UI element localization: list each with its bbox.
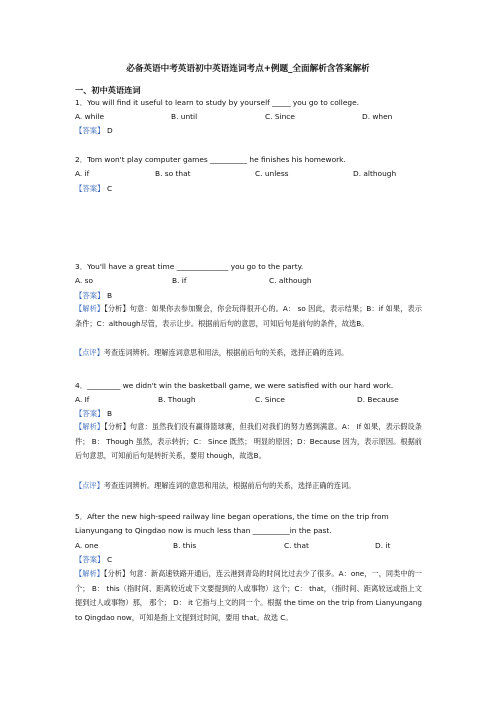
option-b: B. until xyxy=(171,112,198,121)
option-d: D. when xyxy=(362,112,393,121)
option-a: A. while xyxy=(75,112,105,121)
question-5-line-2: Lianyungang to Qingdao now is much less than __________in the past. xyxy=(75,526,332,535)
option-b: B. if xyxy=(172,276,187,285)
analysis-3: 【解析】【分析】句意：如果你去参加聚会，你会玩得很开心的。A： so 因此，表示结果；B：if 如果，表示条件；C：although尽管，表示让步。根据前后句的意思，可知后句是前句的条件，故选B。 xyxy=(75,304,422,328)
option-a: A. so xyxy=(75,276,93,285)
question-2: 2．Tom won't play computer games __________ he finishes his homework. xyxy=(75,155,346,164)
option-d: D. although xyxy=(353,169,397,178)
option-b: B. so that xyxy=(155,169,191,178)
option-b: B. this xyxy=(173,541,197,550)
option-c: C. Since xyxy=(255,395,285,404)
comment-3: 【点评】考查连词辨析。理解连词意思和用法，根据前后句的关系，选择正确的连词。 xyxy=(75,348,349,357)
option-d: D. Because xyxy=(357,395,399,404)
question-2-options xyxy=(75,169,435,179)
analysis-5: 【解析】【分析】句意：新高速铁路开通后，连云港到青岛的时间比过去少了很多。A：one，一，同类中的一个； B： this（指时间、距离较近或下文要提到的人或事物）这个；C： that，（指时间、距离较远或指上文提到过人或事物）那， 那个； D： it 它指与上文的同一个。根据 the time on the trip from Lianyungang to Qingdao now，可知是指上文提到过时间，要用 that。故选 C。 xyxy=(75,569,422,622)
option-c: C. unless xyxy=(255,169,289,178)
option-c: C. that xyxy=(284,541,309,550)
comment-4: 【点评】考查连词辨析。理解连词的意思和用法，根据前后句的关系，选择正确的连词。 xyxy=(75,481,356,490)
question-1-options xyxy=(75,112,435,122)
question-1: 1．You will find it useful to learn to study by yourself _____ you go to college. xyxy=(75,98,359,107)
question-3-options xyxy=(75,276,435,286)
document-title: 必备英语中考英语初中英语连词考点+例题_全面解析含答案解析 xyxy=(126,64,370,74)
section-heading: 一、初中英语连词 xyxy=(75,85,141,95)
question-5-line-1: 5．After the new high-speed railway line began operations, the time on the trip from xyxy=(75,512,389,521)
question-5-options xyxy=(75,541,435,551)
option-d: D. it xyxy=(375,541,391,550)
question-4: 4．_________ we didn't win the basketball game, we were satisfied with our hard work. xyxy=(75,381,394,390)
answer-5: 【答案】 C xyxy=(75,555,113,564)
answer-4: 【答案】 B xyxy=(75,409,113,418)
option-a: A. If xyxy=(75,395,90,404)
option-c: C. although xyxy=(269,276,312,285)
option-c: C. Since xyxy=(265,112,295,121)
analysis-4: 【解析】【分析】句意：虽然我们没有赢得篮球赛，但我们对我们的努力感到满意。A： If 如果，表示假设条件； B： Though 虽然，表示转折；C： Since 既然； 明显的原因；D：Because 因为，表示原因。根据前后句意思，可知前后句是转折关系，要用 though，故选B。 xyxy=(75,422,422,460)
option-b: B. Though xyxy=(158,395,196,404)
option-a: A. if xyxy=(75,169,90,178)
answer-1: 【答案】 D xyxy=(75,126,113,135)
answer-3: 【答案】 B xyxy=(75,291,113,300)
option-a: A. one xyxy=(75,541,99,550)
question-4-options xyxy=(75,395,435,405)
answer-2: 【答案】 C xyxy=(75,184,113,193)
question-3: 3．You'll have a great time ______________ you go to the party. xyxy=(75,262,304,271)
